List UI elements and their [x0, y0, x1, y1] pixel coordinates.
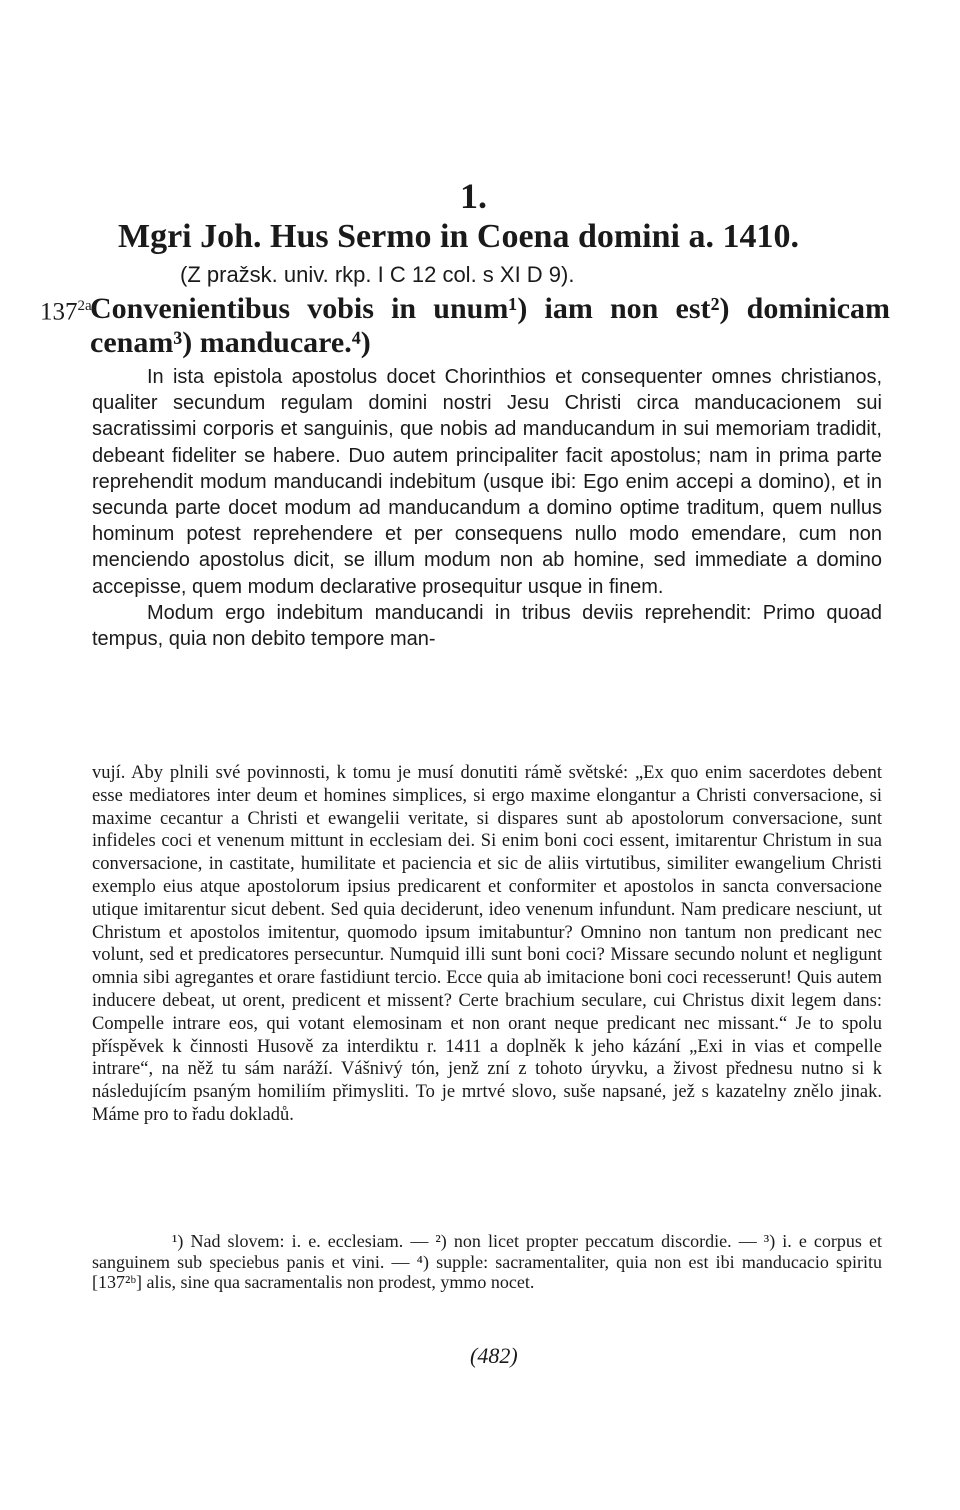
- folio-number: 137: [40, 298, 78, 326]
- introduction-continuation: [92, 762, 882, 1127]
- manuscript-source: (Z pražsk. univ. rkp. I C 12 col. s XI D 9).: [180, 262, 575, 287]
- footnote-text: ¹) Nad slovem: i. e. ecclesiam. — ²) non licet propter peccatum discordie. — ³) i. e corpus et sanguinem sub speciebus panis et vini. — ⁴) supple: sacramentaliter, quia non est ibi manducacio spiritu [137²ᵇ] alis, sine qua sacramentalis non prodest, ymmo nocet.: [92, 1231, 882, 1292]
- folio-side: 2a: [77, 298, 92, 314]
- document-number: 1.: [460, 176, 487, 216]
- body-paragraph: In ista epistola apostolus docet Chorinthios et consequenter omnes christianos, qualiter secundum regulam domini nostri Jesu Christi circa manducacionem sui sacratissimi corporis et sanguinis, que nobis ad manducandum in sui memoriam tradidit, debeant fideliter se habere. Duo autem principaliter facit apostolus; nam in prima parte reprehendit modum manducandi indebitum (usque ibi: Ego enim accepi a domino), et in secunda parte docet modum ad manducandum a domino optime traditum, quem nullus hominum potest reprehendere et per consequens nullo modo emendare, cum non menciendo apostolus dicit, se illum modum non ab homine, sed immediate a domino accepisse, quem modum declarative prosequitur usque in finem.: [92, 366, 882, 598]
- sermon-lemma: [90, 292, 890, 360]
- footnotes: [92, 1231, 882, 1293]
- page-number: (482): [470, 1343, 518, 1368]
- continuation-text: vují. Aby plnili své povinnosti, k tomu je musí donutiti rámě světské: „Ex quo enim sacerdotes debent esse mediatores inter deum et homines simplices, si ergo maxime elongantur a Christi conversacione, si maxime cecantur a Christi et ewangelii veritate, si dispares sunt ab apostolorum conversacione, sunt infideles coci et venenum mittunt in ecclesiam dei. Si enim boni coci essent, imitarentur Christum in sua conversacione, in castitate, humilitate et paciencia et sic de aliis virtutibus, similiter ewangelium Christi exemplo eius atque apostolorum ipsius predicarent et conformiter et apostolos in sancta conversacione utique imitarentur sicut debent. Sed quia deciderunt, ideo venenum infundunt. Nam predicare nesciunt, ut Christum et apostolos imitentur, quomodo ipsum imitabuntur? Omnino non tantum non predicant nec volunt, sed et predicatores persecuntur. Numquid illi sunt boni coci? Missare secundo nolunt et negligunt omnia sibi agregantes et orare fastidiunt tercio. Ecce quia ab imitacione boni coci recesserunt! Quis autem inducere debeat, ut orent, predicent et missent? Certe brachium seculare, cui Christus dixit legem dans: Compelle intrare eos, qui votant elemosinam et non orant neque predicant nec missant.“ Je to spolu příspěvek k činnosti Husově za interdiktu r. 1411 a doplněk k jeho kázání „Exi in vias et compelle intrare“, na něž tu sám naráží. Vášnivý tón, jenž zní z tohoto úryvku, a živost přednesu nutno si k následujícím psaným homiliím přimysliti. To je mrtvé slovo, suše napsané, jež s kazatelny znělo jinak. Máme pro to řadu dokladů.: [92, 763, 882, 1125]
- document-title: Mgri Joh. Hus Sermo in Coena domini a. 1410.: [118, 218, 799, 255]
- lemma-text: Convenientibus vobis in unum¹) iam non est²) dominicam cenam³) manducare.⁴): [90, 292, 890, 359]
- sermon-body: [92, 364, 882, 652]
- body-paragraph: Modum ergo indebitum manducandi in tribus deviis reprehendit: Primo quoad tempus, quia non debito tempore man-: [92, 601, 882, 651]
- folio-marker: [40, 298, 92, 326]
